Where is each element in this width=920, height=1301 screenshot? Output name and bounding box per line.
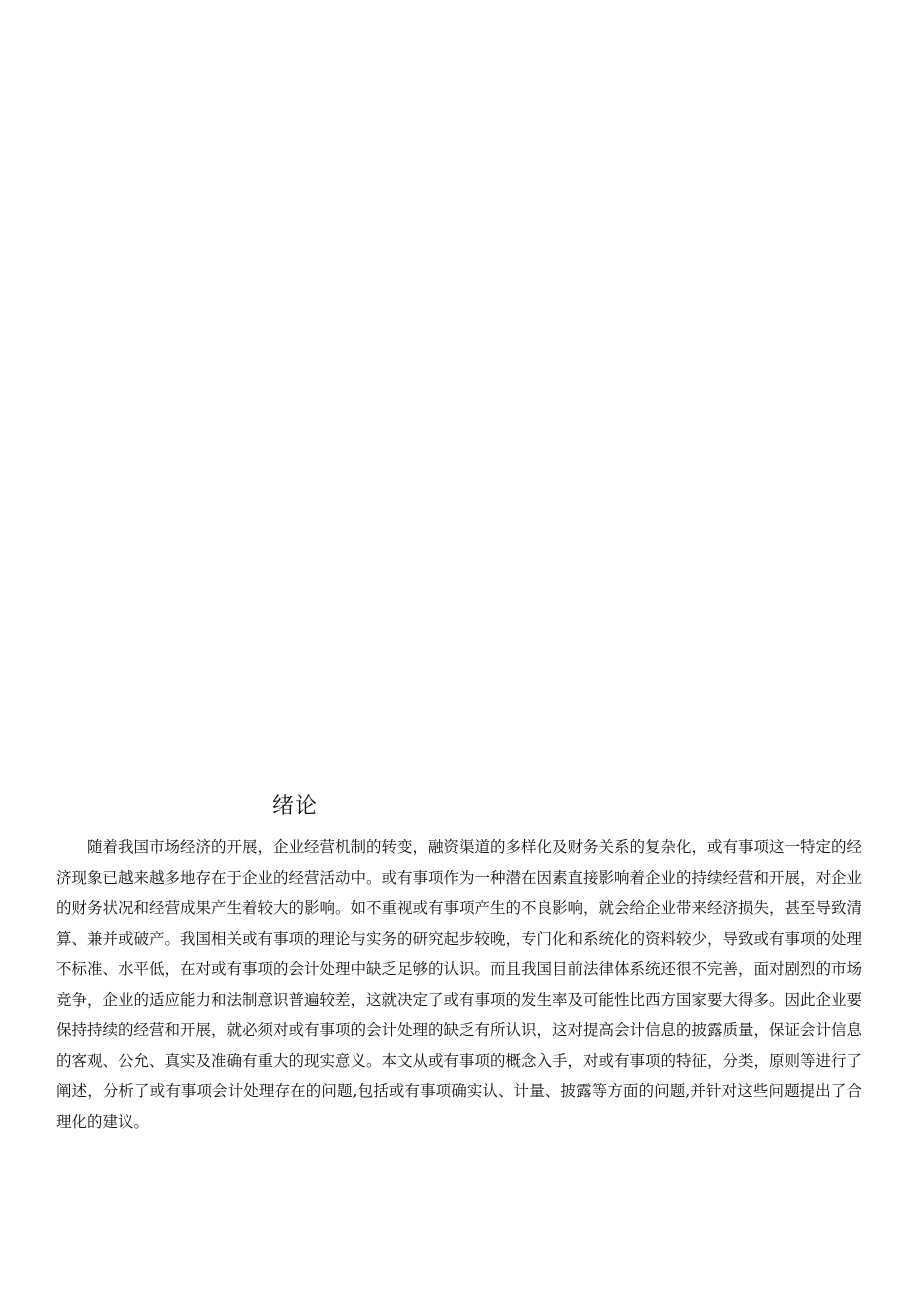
body-paragraph: 随着我国市场经济的开展，企业经营机制的转变，融资渠道的多样化及财务关系的复杂化，或有事项这一特定的经济现象已越来越多地存在于企业的经营活动中。或有事项作为一种潜在因素直接影响着企业的持续经营和开展，对企业的财务状况和经营成果产生着较大的影响。如不重视或有事项产生的不良影响，就会给企业带来经济损失，甚至导致清算、兼并或破产。我国相关或有事项的理论与实务的研究起步较晚，专门化和系统化的资料较少，导致或有事项的处理不标准、水平低，在对或有事项的会计处理中缺乏足够的认识。而且我国目前法律体系统还很不完善，面对剧烈的市场竞争，企业的适应能力和法制意识普遍较差，这就决定了或有事项的发生率及可能性比西方国家要大得多。因此企业要保持持续的经营和开展，就必须对或有事项的会计处理的缺乏有所认识，这对提高会计信息的披露质量，保证会计信息的客观、公允、真实及准确有重大的现实意义。本文从或有事项的概念入手，对或有事项的特征，分类，原则等进行了阐述，分析了或有事项会计处理存在的问题,包括或有事项确实认、计量、披露等方面的问题,并针对这些问题提出了合理化的建议。 — [56, 838, 863, 1131]
section-title: 绪论 — [272, 794, 319, 819]
